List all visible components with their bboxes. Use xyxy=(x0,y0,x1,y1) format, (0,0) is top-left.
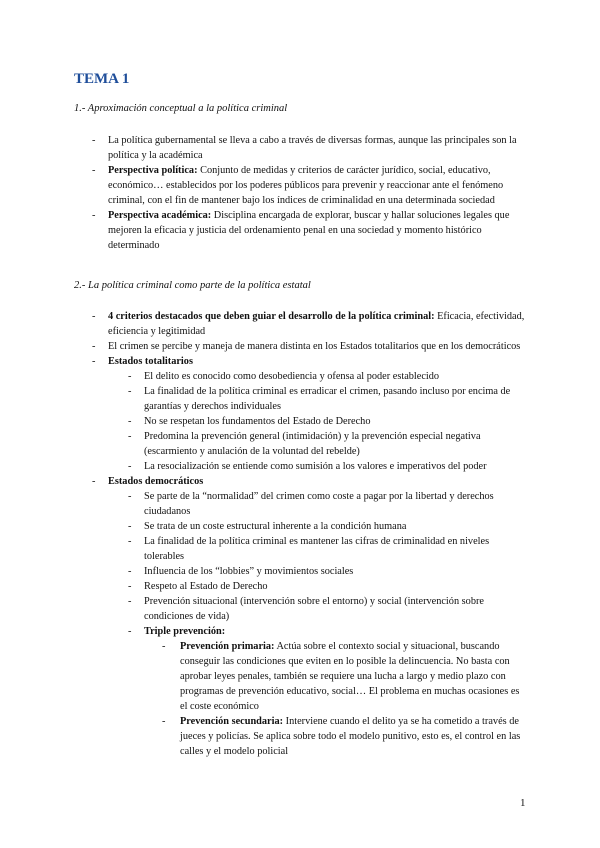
section-1-list xyxy=(108,133,528,253)
list-item: - No se respetan los fundamentos del Estado de Derecho xyxy=(144,414,528,429)
list-item: - 4 criterios destacados que deben guiar el desarrollo de la política criminal: Eficacia, efectividad, eficiencia y legitimidad xyxy=(108,309,528,339)
list-item-democraticos: - Estados democráticos - Se parte de la “normalidad” del crimen como coste a pagar por la libertad y derechos ciudadanos - Se trata de un coste estructural inherente a la condición humana - La finalidad de la política criminal es mantener las cifras de criminalidad en niveles tolerables - Influencia de los “lobbies” y movimientos sociales - Respeto al Estado de Derecho - Prevención situacional (intervención sobre el entorno) y social (intervención sobre condiciones de vida) - Triple prevención: - Prevención primaria: Actúa sobre el contexto social y situacional, buscando conseguir las condiciones que eviten en lo posible la delincuencia. No basta con aprobar leyes penales, también se requiere una lucha a largo y medio plazo con programas de prevención educativo, social… El problema en muchas ocasiones es el coste económico - Prevención secundaria: Interviene cuando el delito ya se ha cometido a través de jueces y policías. Se aplica sobre todo el modelo punitivo, esto es, el control en las calles y el modelo policial xyxy=(108,474,528,759)
section-2-list xyxy=(108,309,528,759)
list-item: - La finalidad de la política criminal es erradicar el crimen, pasando incluso por encima de garantías y derechos individuales xyxy=(144,384,528,414)
list-item: - Perspectiva política: Conjunto de medidas y criterios de carácter jurídico, social, educativo, económico… establecidos por los poderes públicos para prevenir y reaccionar ante el fenómeno criminal, con el fin de mantener bajo los índices de criminalidad en una determinada sociedad xyxy=(108,163,528,208)
list-item: - Perspectiva académica: Disciplina encargada de explorar, buscar y hallar soluciones legales que mejoren la eficacia y justicia del ordenamiento penal en una sociedad y momento histórico determinado xyxy=(108,208,528,253)
totalitarios-list xyxy=(108,369,528,474)
list-item: - Se parte de la “normalidad” del crimen como coste a pagar por la libertad y derechos ciudadanos xyxy=(144,489,528,519)
section-heading-2: 2.- La política criminal como parte de la política estatal xyxy=(74,280,311,291)
list-item: - Se trata de un coste estructural inherente a la condición humana xyxy=(144,519,528,534)
list-item: - Prevención situacional (intervención sobre el entorno) y social (intervención sobre condiciones de vida) xyxy=(144,594,528,624)
list-item-triple-prevencion: - Triple prevención: - Prevención primaria: Actúa sobre el contexto social y situacional, buscando conseguir las condiciones que eviten en lo posible la delincuencia. No basta con aprobar leyes penales, también se requiere una lucha a largo y medio plazo con programas de prevención educativo, social… El problema en muchas ocasiones es el coste económico - Prevención secundaria: Interviene cuando el delito ya se ha cometido a través de jueces y policías. Se aplica sobre todo el modelo punitivo, esto es, el control en las calles y el modelo policial xyxy=(144,624,528,759)
list-item: - Prevención secundaria: Interviene cuando el delito ya se ha cometido a través de jueces y policías. Se aplica sobre todo el modelo punitivo, esto es, el control en las calles y el modelo policial xyxy=(180,714,528,759)
democraticos-list xyxy=(108,489,528,759)
section-heading-1: 1.- Aproximación conceptual a la política criminal xyxy=(74,103,288,114)
page-title: TEMA 1 xyxy=(74,71,130,87)
list-item: - Predomina la prevención general (intimidación) y la prevención especial negativa (escarmiento y anulación de la voluntad del rebelde) xyxy=(144,429,528,459)
list-item: - Prevención primaria: Actúa sobre el contexto social y situacional, buscando conseguir las condiciones que eviten en lo posible la delincuencia. No basta con aprobar leyes penales, también se requiere una lucha a largo y medio plazo con programas de prevención educativo, social… El problema en muchas ocasiones es el coste económico xyxy=(180,639,528,714)
list-item: - Influencia de los “lobbies” y movimientos sociales xyxy=(144,564,528,579)
list-item: - La política gubernamental se lleva a cabo a través de diversas formas, aunque las principales son la política y la académica xyxy=(108,133,528,163)
list-item-totalitarios: - Estados totalitarios - El delito es conocido como desobediencia y ofensa al poder establecido - La finalidad de la política criminal es erradicar el crimen, pasando incluso por encima de garantías y derechos individuales - No se respetan los fundamentos del Estado de Derecho - Predomina la prevención general (intimidación) y la prevención especial negativa (escarmiento y anulación de la voluntad del rebelde) - La resocialización se entiende como sumisión a los valores e imperativos del poder xyxy=(108,354,528,474)
list-item: - Respeto al Estado de Derecho xyxy=(144,579,528,594)
list-item: - La resocialización se entiende como sumisión a los valores e imperativos del poder xyxy=(144,459,528,474)
list-item: - El delito es conocido como desobediencia y ofensa al poder establecido xyxy=(144,369,528,384)
page-number: 1 xyxy=(520,797,526,809)
list-item: - La finalidad de la política criminal es mantener las cifras de criminalidad en niveles tolerables xyxy=(144,534,528,564)
list-item: - El crimen se percibe y maneja de manera distinta en los Estados totalitarios que en los democráticos xyxy=(108,339,528,354)
triple-prevencion-list xyxy=(144,639,528,759)
